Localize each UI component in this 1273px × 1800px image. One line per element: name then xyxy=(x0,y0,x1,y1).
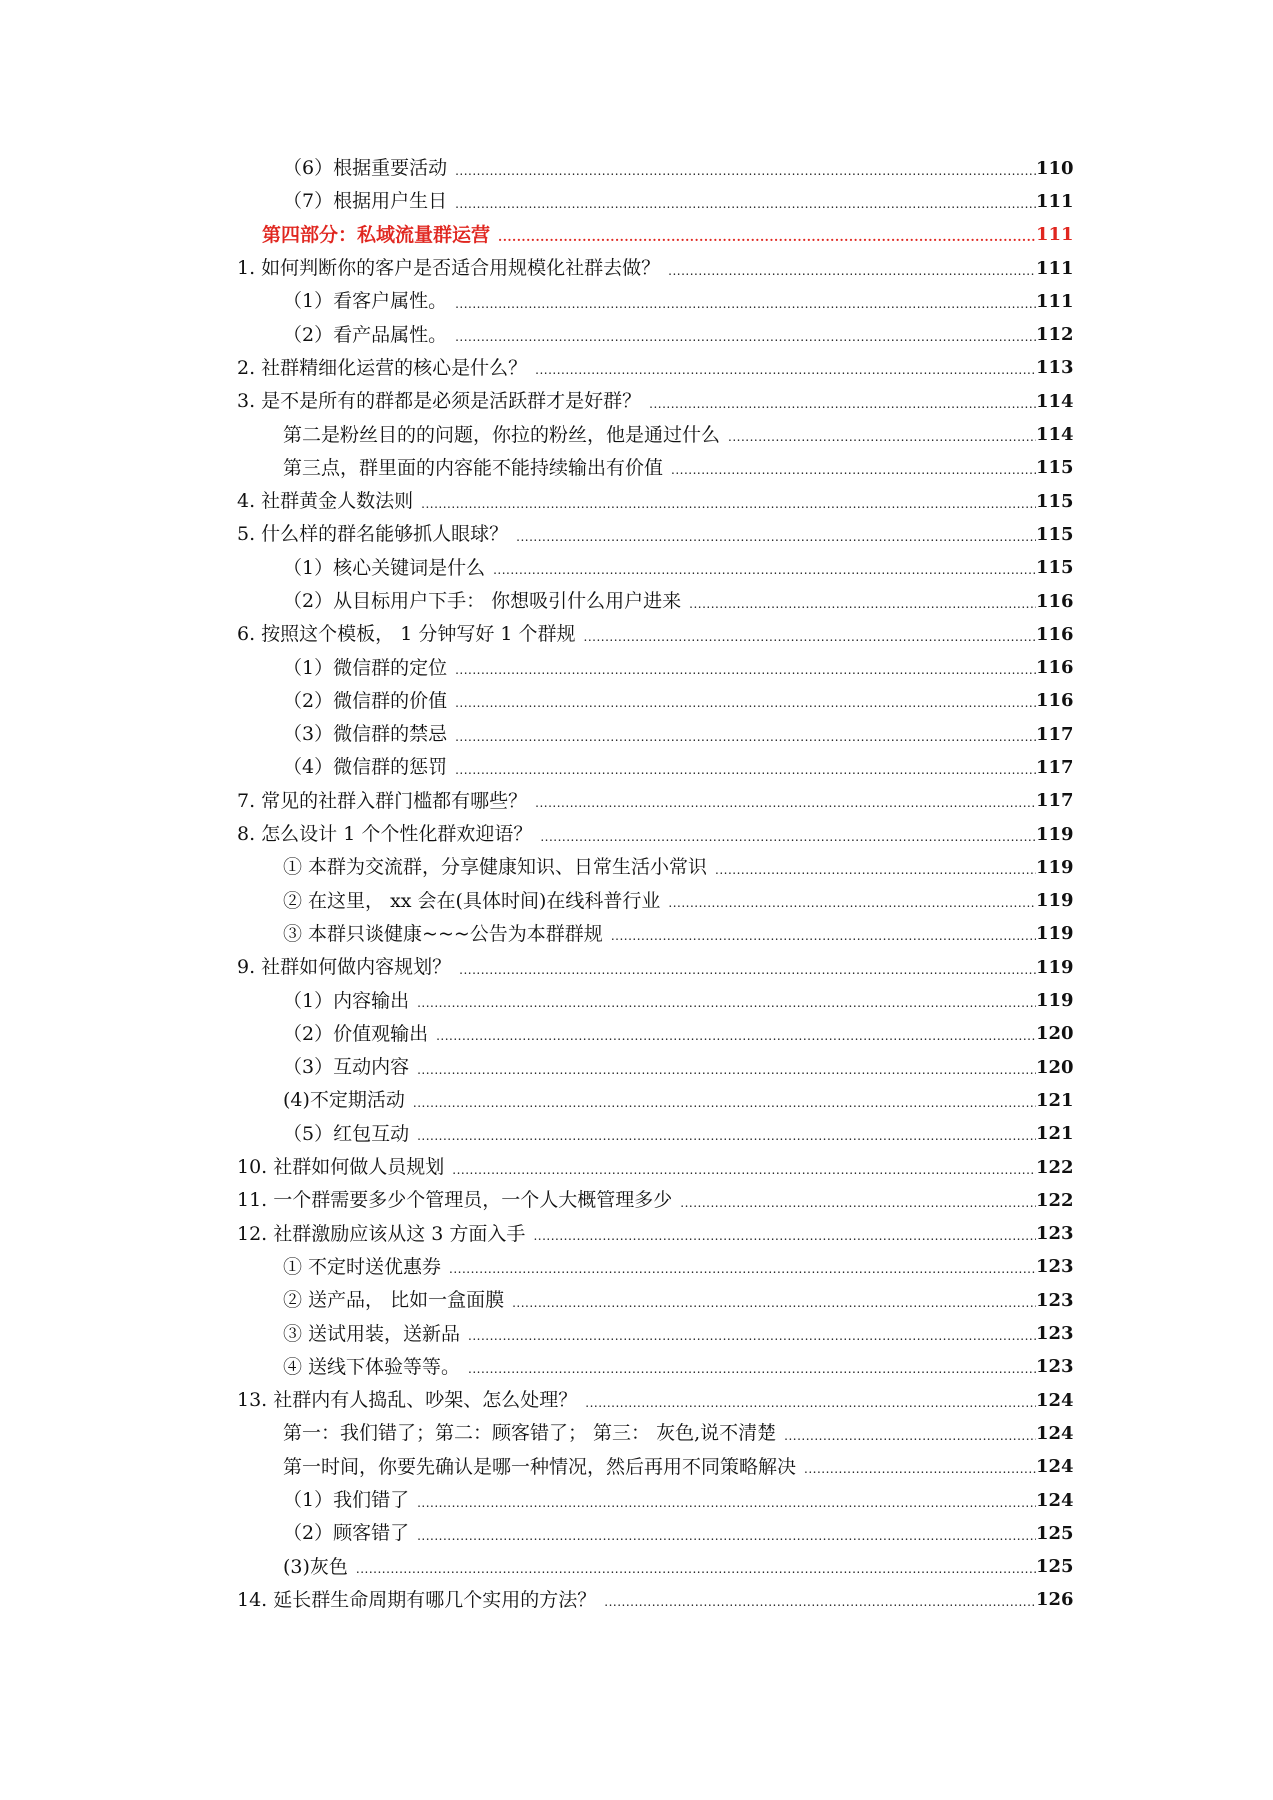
toc-page-number: 119 xyxy=(1036,990,1074,1012)
toc-page-number: 117 xyxy=(1036,723,1074,745)
toc-entry[interactable] xyxy=(0,1317,1273,1350)
toc-entry-title: 10. 社群如何做人员规划 xyxy=(237,1156,445,1179)
toc-entry-title: （4）微信群的惩罚 xyxy=(283,756,448,779)
toc-part-heading[interactable] xyxy=(0,219,1273,252)
toc-entry-title: （2）价值观输出 xyxy=(283,1022,429,1045)
dot-leader xyxy=(356,1563,1036,1575)
toc-entry-title: （6）根据重要活动 xyxy=(283,157,448,180)
dot-leader xyxy=(455,165,1036,177)
toc-entry[interactable] xyxy=(0,1084,1273,1117)
toc-entry-title: （3）互动内容 xyxy=(283,1056,410,1079)
toc-page-number: 119 xyxy=(1036,890,1074,912)
dot-leader xyxy=(455,731,1036,743)
toc-page-number: 115 xyxy=(1036,523,1074,545)
dot-leader xyxy=(417,997,1036,1009)
toc-page-number: 115 xyxy=(1036,490,1074,512)
dot-leader xyxy=(417,1530,1036,1542)
dot-leader xyxy=(804,1463,1036,1475)
toc-entry[interactable] xyxy=(0,318,1273,351)
toc-page-number: 119 xyxy=(1036,823,1074,845)
toc-entry-title: （7）根据用户生日 xyxy=(283,190,448,213)
dot-leader xyxy=(455,331,1036,343)
toc-page-number: 111 xyxy=(1036,224,1074,246)
toc-entry-title: 11. 一个群需要多少个管理员，一个人大概管理多少 xyxy=(237,1189,673,1212)
toc-entry[interactable] xyxy=(0,352,1273,385)
toc-page-number: 116 xyxy=(1036,690,1074,712)
toc-page-number: 123 xyxy=(1036,1356,1074,1378)
dot-leader xyxy=(498,231,1036,243)
toc-entry-title: 3. 是不是所有的群都是必须是活跃群才是好群？ xyxy=(237,390,642,413)
toc-entry-title: ② 送产品， 比如一盒面膜 xyxy=(283,1289,505,1312)
toc-page-number: 119 xyxy=(1036,923,1074,945)
toc-entry-title: （1）核心关键词是什么 xyxy=(283,556,486,579)
dot-leader xyxy=(452,1164,1036,1176)
toc-entry-title: ③ 本群只谈健康~~~公告为本群群规 xyxy=(283,922,603,945)
toc-page-number: 120 xyxy=(1036,1056,1074,1078)
toc-entry[interactable] xyxy=(0,1184,1273,1217)
toc-entry[interactable] xyxy=(0,452,1273,485)
toc-entry[interactable] xyxy=(0,585,1273,618)
toc-entry[interactable] xyxy=(0,718,1273,751)
toc-entry-title: ③ 送试用装，送新品 xyxy=(283,1322,461,1345)
toc-entry-title: 9. 社群如何做内容规划？ xyxy=(237,956,452,979)
toc-page-number: 124 xyxy=(1036,1389,1074,1411)
toc-page-number: 124 xyxy=(1036,1456,1074,1478)
dot-leader xyxy=(417,1130,1036,1142)
toc-page-number: 123 xyxy=(1036,1256,1074,1278)
toc-page-number: 119 xyxy=(1036,956,1074,978)
toc-entry[interactable] xyxy=(0,485,1273,518)
toc-page-number: 116 xyxy=(1036,657,1074,679)
toc-entry-title: （3）微信群的禁忌 xyxy=(283,723,448,746)
toc-entry-title: 7. 常见的社群入群门槛都有哪些？ xyxy=(237,789,528,812)
toc-entry[interactable] xyxy=(0,851,1273,884)
dot-leader xyxy=(455,664,1036,676)
toc-entry[interactable] xyxy=(0,1417,1273,1450)
dot-leader xyxy=(455,198,1036,210)
toc-page-number: 123 xyxy=(1036,1223,1074,1245)
dot-leader xyxy=(649,398,1036,410)
toc-entry[interactable] xyxy=(0,252,1273,285)
toc-entry[interactable] xyxy=(0,1384,1273,1417)
toc-entry[interactable] xyxy=(0,285,1273,318)
dot-leader xyxy=(468,1330,1036,1342)
toc-page-number: 125 xyxy=(1036,1556,1074,1578)
dot-leader xyxy=(468,1363,1036,1375)
toc-entry-title: （1）我们错了 xyxy=(283,1489,410,1512)
toc-entry[interactable] xyxy=(0,1051,1273,1084)
toc-entry-title: （1）内容输出 xyxy=(283,989,410,1012)
toc-entry-title: 第三点，群里面的内容能不能持续输出有价值 xyxy=(283,456,664,479)
toc-entry-title: 第四部分：私域流量群运营 xyxy=(262,223,491,246)
toc-page-number: 122 xyxy=(1036,1156,1074,1178)
toc-page-number: 110 xyxy=(1036,157,1074,179)
toc-entry[interactable] xyxy=(0,518,1273,551)
toc-entry[interactable] xyxy=(0,1584,1273,1617)
dot-leader xyxy=(417,1497,1036,1509)
dot-leader xyxy=(455,298,1036,310)
toc-entry-title: 5. 什么样的群名能够抓人眼球？ xyxy=(237,523,509,546)
toc-entry-title: 6. 按照这个模板， 1 分钟写好 1 个群规 xyxy=(237,623,576,646)
toc-entry-title: ① 本群为交流群，分享健康知识、日常生活小常识 xyxy=(283,856,708,879)
toc-entry[interactable] xyxy=(0,651,1273,684)
dot-leader xyxy=(671,464,1036,476)
toc-entry[interactable] xyxy=(0,785,1273,818)
toc-entry-title: （1）看客户属性。 xyxy=(283,290,448,313)
dot-leader xyxy=(449,1263,1036,1275)
toc-page-number: 120 xyxy=(1036,1023,1074,1045)
toc-entry-title: 8. 怎么设计 1 个个性化群欢迎语？ xyxy=(237,823,533,846)
dot-leader xyxy=(604,1596,1036,1608)
toc-page-number: 119 xyxy=(1036,856,1074,878)
dot-leader xyxy=(680,1197,1036,1209)
toc-entry[interactable] xyxy=(0,751,1273,784)
toc-entry[interactable] xyxy=(0,984,1273,1017)
toc-entry[interactable] xyxy=(0,1550,1273,1583)
toc-entry[interactable] xyxy=(0,685,1273,718)
dot-leader xyxy=(668,897,1036,909)
toc-page-number: 117 xyxy=(1036,756,1074,778)
dot-leader xyxy=(540,831,1036,843)
toc-entry-title: 4. 社群黄金人数法则 xyxy=(237,490,414,513)
toc-page-number: 126 xyxy=(1036,1589,1074,1611)
toc-entry[interactable] xyxy=(0,1517,1273,1550)
dot-leader xyxy=(459,964,1036,976)
toc-entry[interactable] xyxy=(0,951,1273,984)
toc-entry-title: ① 不定时送优惠券 xyxy=(283,1255,442,1278)
toc-page-number: 123 xyxy=(1036,1289,1074,1311)
toc-entry-title: 14. 延长群生命周期有哪几个实用的方法？ xyxy=(237,1588,597,1611)
toc-entry-title: 13. 社群内有人捣乱、吵架、怎么处理？ xyxy=(237,1389,578,1412)
toc-entry-title: ② 在这里， xx 会在(具体时间)在线科普行业 xyxy=(283,889,661,912)
toc-page-number: 115 xyxy=(1036,457,1074,479)
toc-page-number: 113 xyxy=(1036,357,1074,379)
toc-entry-title: 第一：我们错了；第二：顾客错了； 第三： 灰色,说不清楚 xyxy=(283,1422,777,1445)
dot-leader xyxy=(611,930,1036,942)
toc-page-number: 125 xyxy=(1036,1522,1074,1544)
toc-page-number: 116 xyxy=(1036,590,1074,612)
dot-leader xyxy=(455,697,1036,709)
toc-page-number: 111 xyxy=(1036,190,1074,212)
toc-entry[interactable] xyxy=(0,1484,1273,1517)
toc-entry[interactable] xyxy=(0,618,1273,651)
dot-leader xyxy=(533,1230,1036,1242)
toc-entry-title: （1）微信群的定位 xyxy=(283,656,448,679)
toc-page-number: 111 xyxy=(1036,257,1074,279)
toc-page-number: 117 xyxy=(1036,790,1074,812)
toc-entry[interactable] xyxy=(0,552,1273,585)
toc-entry-title: 1. 如何判断你的客户是否适合用规模化社群去做？ xyxy=(237,257,661,280)
dot-leader xyxy=(413,1097,1036,1109)
toc-entry[interactable] xyxy=(0,385,1273,418)
dot-leader xyxy=(493,564,1036,576)
toc-page-number: 124 xyxy=(1036,1489,1074,1511)
toc-entry[interactable] xyxy=(0,1018,1273,1051)
toc-entry[interactable] xyxy=(0,918,1273,951)
toc-entry[interactable] xyxy=(0,1284,1273,1317)
dot-leader xyxy=(728,431,1036,443)
table-of-contents xyxy=(0,152,1273,1617)
toc-entry-title: 第二是粉丝目的的问题，你拉的粉丝，他是通过什么 xyxy=(283,423,721,446)
toc-entry[interactable] xyxy=(0,1118,1273,1151)
toc-entry-title: (4)不定期活动 xyxy=(283,1089,405,1112)
toc-page-number: 111 xyxy=(1036,290,1074,312)
dot-leader xyxy=(715,864,1036,876)
toc-entry-title: （5）红包互动 xyxy=(283,1122,410,1145)
toc-page-number: 116 xyxy=(1036,623,1074,645)
dot-leader xyxy=(535,797,1036,809)
toc-page-number: 115 xyxy=(1036,557,1074,579)
toc-entry[interactable] xyxy=(0,418,1273,451)
toc-entry-title: 2. 社群精细化运营的核心是什么？ xyxy=(237,356,528,379)
toc-entry-title: ④ 送线下体验等等。 xyxy=(283,1355,461,1378)
toc-page-number: 123 xyxy=(1036,1323,1074,1345)
dot-leader xyxy=(585,1397,1036,1409)
dot-leader xyxy=(584,631,1036,643)
toc-entry[interactable] xyxy=(0,1151,1273,1184)
dot-leader xyxy=(455,764,1036,776)
toc-entry[interactable] xyxy=(0,885,1273,918)
toc-entry-title: （2）看产品属性。 xyxy=(283,323,448,346)
dot-leader xyxy=(689,598,1036,610)
toc-entry[interactable] xyxy=(0,185,1273,218)
toc-page-number: 121 xyxy=(1036,1123,1074,1145)
dot-leader xyxy=(512,1297,1036,1309)
dot-leader xyxy=(516,531,1036,543)
toc-entry[interactable] xyxy=(0,818,1273,851)
toc-entry-title: (3)灰色 xyxy=(283,1555,348,1578)
toc-page-number: 114 xyxy=(1036,390,1074,412)
toc-entry[interactable] xyxy=(0,1251,1273,1284)
dot-leader xyxy=(784,1430,1036,1442)
toc-page-number: 122 xyxy=(1036,1189,1074,1211)
toc-entry[interactable] xyxy=(0,1351,1273,1384)
toc-entry[interactable] xyxy=(0,1451,1273,1484)
toc-page-number: 114 xyxy=(1036,424,1074,446)
toc-page-number: 121 xyxy=(1036,1089,1074,1111)
dot-leader xyxy=(421,498,1036,510)
dot-leader xyxy=(417,1064,1036,1076)
toc-entry[interactable] xyxy=(0,1218,1273,1251)
toc-page-number: 112 xyxy=(1036,324,1074,346)
toc-entry-title: （2）顾客错了 xyxy=(283,1522,410,1545)
toc-entry-title: （2）从目标用户下手： 你想吸引什么用户进来 xyxy=(283,590,682,612)
toc-entry[interactable] xyxy=(0,152,1273,185)
dot-leader xyxy=(436,1030,1036,1042)
toc-entry-title: 第一时间，你要先确认是哪一种情况，然后再用不同策略解决 xyxy=(283,1455,797,1478)
dot-leader xyxy=(668,265,1036,277)
toc-entry-title: （2）微信群的价值 xyxy=(283,689,448,712)
toc-page-number: 124 xyxy=(1036,1422,1074,1444)
dot-leader xyxy=(535,364,1036,376)
toc-entry-title: 12. 社群激励应该从这 3 方面入手 xyxy=(237,1222,526,1245)
